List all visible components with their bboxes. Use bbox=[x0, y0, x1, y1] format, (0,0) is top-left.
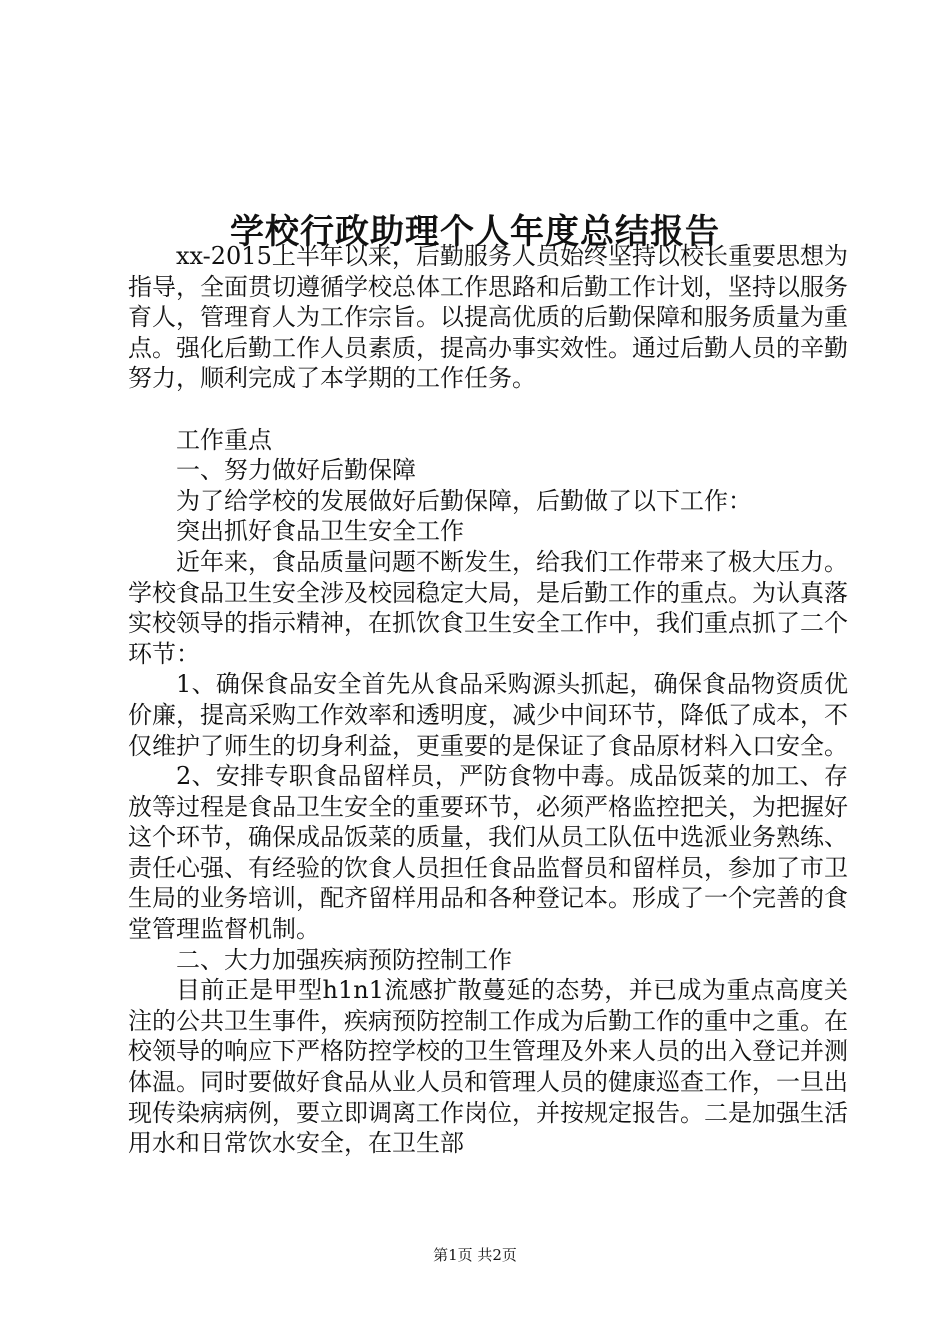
paragraph-intro: xx-2015上半年以来，后勤服务人员始终坚持以校长重要思想为指导，全面贯切遵循学校总体工作思路和后勤工作计划，坚持以服务育人，管理育人为工作宗旨。以提高优质的后勤保障和服务质量为重点。强化后勤工作人员素质，提高办事实效性。通过后勤人员的辛勤努力，顺利完成了本学期的工作任务。 bbox=[128, 242, 848, 393]
paragraph-disease-control: 目前正是甲型h1n1流感扩散蔓延的态势，并已成为重点高度关注的公共卫生事件，疾病预防控制工作成为后勤工作的重中之重。在校领导的响应下严格防控学校的卫生管理及外来人员的出入登记并测体温。同时要做好食品从业人员和管理人员的健康巡查工作，一旦出现传染病病例，要立即调离工作岗位，并按规定报告。二是加强生活用水和日常饮水安全，在卫生部 bbox=[128, 976, 848, 1158]
page-footer: 第1页 共2页 bbox=[433, 1246, 517, 1264]
paragraph-point-2: 2、安排专职食品留样员，严防食物中毒。成品饭菜的加工、存放等过程是食品卫生安全的重要环节，必须严格监控把关，为把握好这个环节，确保成品饭菜的质量，我们从员工队伍中选派业务熟练、责任心强、有经验的饮食人员担任食品监督员和留样员，参加了市卫生局的业务培训，配齐留样用品和各种登记本。形成了一个完善的食堂管理监督机制。 bbox=[128, 762, 848, 944]
section-heading-1: 一、努力做好后勤保障 bbox=[176, 456, 416, 485]
paragraph-spacer bbox=[128, 394, 848, 425]
paragraph-food-safety: 近年来，食品质量问题不断发生，给我们工作带来了极大压力。学校食品卫生安全涉及校园稳定大局，是后勤工作的重点。为认真落实校领导的指示精神，在抓饮食卫生安全工作中，我们重点抓了二个环节： bbox=[128, 547, 848, 668]
document-title: 学校行政助理个人年度总结报告 bbox=[230, 211, 720, 252]
subheading-food-safety: 突出抓好食品卫生安全工作 bbox=[176, 517, 464, 546]
paragraph-logistics: 为了给学校的发展做好后勤保障，后勤做了以下工作： bbox=[176, 486, 752, 515]
paragraph-point-1: 1、确保食品安全首先从食品采购源头抓起，确保食品物资质优价廉，提高采购工作效率和透明度，减少中间环节，降低了成本，不仅维护了师生的切身利益，更重要的是保证了食品原材料入口安全。 bbox=[128, 670, 848, 760]
document-body bbox=[128, 241, 848, 1159]
section-heading-2: 二、大力加强疾病预防控制工作 bbox=[176, 945, 512, 974]
section-heading-work-focus: 工作重点 bbox=[176, 425, 272, 454]
